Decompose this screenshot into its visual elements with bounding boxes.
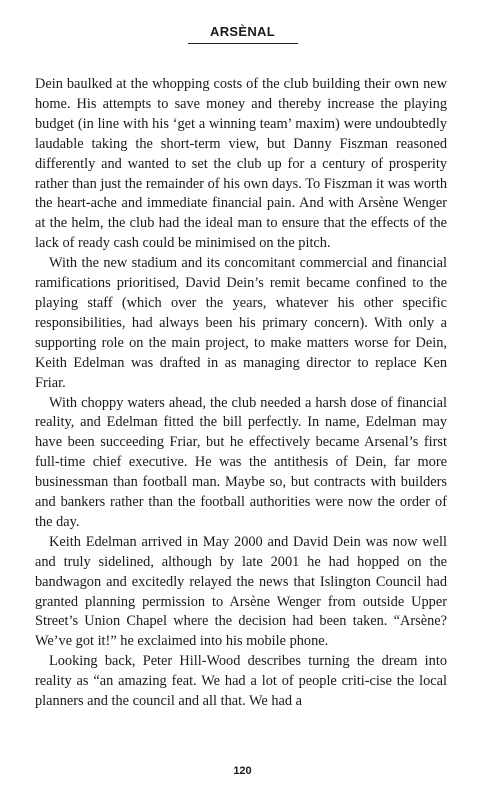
body-text [35,75,447,712]
running-head: ARSÈNAL [210,24,275,39]
page-number: 120 [233,765,252,777]
header-rule [188,43,298,44]
paragraph: With choppy waters ahead, the club needed a harsh dose of financial reality, and Edelman fitted the bill perfectly. In name, Edelman may have been succeeding Friar, but he effectively became Arsenal’s first full-time chief executive. He was the antithesis of Dein, far more businessman than football man. Maybe so, but contracts with builders and bankers rather than the football authorities were now the order of the day. [35,394,447,530]
paragraph: Keith Edelman arrived in May 2000 and David Dein was now well and truly sidelined, although by late 2001 he had hopped on the bandwagon and excitedly relayed the news that Islington Council had granted planning permission to Arsène Wenger from outside Upper Street’s Union Chapel where the decision had been taken. “Arsène? We’ve got it!” he exclaimed into his mobile phone. [35,533,447,650]
paragraph: Dein baulked at the whopping costs of the club building their own new home. His attempts to save money and thereby increase the playing budget (in line with his ‘get a winning team’ maxim) were undoubtedly laudable taking the short-term view, but Danny Fiszman reasoned differently and wanted to set the club up for a century of prosperity rather than just the remainder of his own days. To Fiszman it was worth the heart-ache and immediate financial pain. And with Arsène Wenger at the helm, the club had the ideal man to ensure that the effects of the lack of ready cash could be minimised on the pitch. [35,76,447,252]
paragraph: With the new stadium and its concomitant commercial and financial ramifications prioritised, David Dein’s remit became confined to the playing staff (which over the years, whatever his other specific responsibilities, had always been his primary concern). With only a supporting role on the main project, to make matters worse for Dein, Keith Edelman was drafted in as managing director to replace Ken Friar. [35,255,447,391]
paragraph: Looking back, Peter Hill-Wood describes turning the dream into reality as “an amazing feat. We had a lot of people criti-cise the local planners and the council and all that. We had a [35,653,447,710]
